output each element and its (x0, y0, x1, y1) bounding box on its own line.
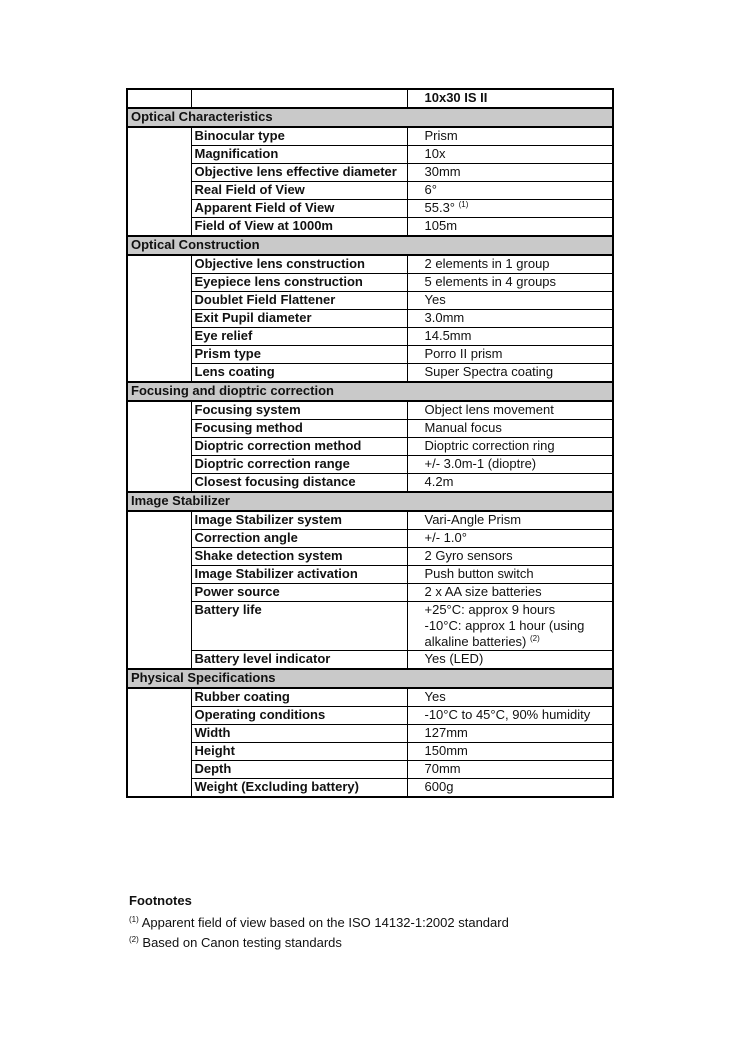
spec-value-text: 2 Gyro sensors (424, 548, 513, 563)
indent-cell (127, 310, 191, 328)
spec-value (407, 602, 613, 651)
table-row (127, 548, 613, 566)
spec-value (407, 292, 613, 310)
indent-cell (127, 530, 191, 548)
spec-value (407, 743, 613, 761)
table-row (127, 310, 613, 328)
spec-value (407, 274, 613, 292)
indent-cell (127, 566, 191, 584)
spec-value (407, 456, 613, 474)
spec-value (407, 761, 613, 779)
indent-cell (127, 346, 191, 364)
spec-value (407, 255, 613, 274)
table-row (127, 725, 613, 743)
indent-cell (127, 651, 191, 670)
indent-cell (127, 401, 191, 420)
spec-value-text: 150mm (424, 743, 468, 758)
footnotes-title: Footnotes (129, 893, 192, 908)
spec-label: Objective lens construction (191, 255, 407, 274)
indent-cell (127, 328, 191, 346)
table-row (127, 200, 613, 218)
spec-value (407, 127, 613, 146)
table-row (127, 346, 613, 364)
table-row (127, 146, 613, 164)
indent-cell (127, 255, 191, 274)
section-header-row (127, 382, 613, 401)
header-blank-cell (191, 89, 407, 108)
spec-value-text: 55.3° (424, 200, 456, 215)
table-row (127, 779, 613, 798)
table-row (127, 255, 613, 274)
indent-cell (127, 456, 191, 474)
spec-value-text: +25°C: approx 9 hours -10°C: approx 1 hour (using alkaline batteries) (424, 602, 585, 649)
footnote-1 (129, 915, 629, 930)
spec-value-text: Dioptric correction ring (424, 438, 555, 453)
table-row (127, 511, 613, 530)
section-header-row (127, 236, 613, 255)
table-row (127, 164, 613, 182)
indent-cell (127, 511, 191, 530)
table-row (127, 688, 613, 707)
spec-label: Exit Pupil diameter (191, 310, 407, 328)
indent-cell (127, 707, 191, 725)
footnote-mark: (2) (129, 935, 139, 944)
spec-value-text: Vari-Angle Prism (424, 512, 522, 527)
indent-cell (127, 779, 191, 798)
spec-value (407, 584, 613, 602)
spec-value (407, 146, 613, 164)
footnote-text: Based on Canon testing standards (142, 935, 342, 950)
footnotes (129, 893, 629, 955)
spec-value-text: 2 x AA size batteries (424, 584, 542, 599)
section-title: Optical Construction (127, 236, 613, 255)
table-row (127, 274, 613, 292)
indent-cell (127, 127, 191, 146)
spec-table (126, 88, 614, 798)
spec-label: Battery level indicator (191, 651, 407, 670)
section-title: Focusing and dioptric correction (127, 382, 613, 401)
indent-cell (127, 602, 191, 651)
spec-value-text: Push button switch (424, 566, 534, 581)
spec-label: Dioptric correction method (191, 438, 407, 456)
indent-cell (127, 292, 191, 310)
spec-value (407, 401, 613, 420)
spec-label: Image Stabilizer activation (191, 566, 407, 584)
spec-label: Eye relief (191, 328, 407, 346)
spec-value (407, 364, 613, 383)
spec-value (407, 438, 613, 456)
spec-value-text: 3.0mm (424, 310, 465, 325)
table-header-row (127, 89, 613, 108)
spec-value (407, 688, 613, 707)
spec-label: Correction angle (191, 530, 407, 548)
footnote-mark: (2) (530, 634, 540, 643)
spec-value-text: +/- 1.0° (424, 530, 467, 545)
spec-label: Objective lens effective diameter (191, 164, 407, 182)
table-row (127, 364, 613, 383)
section-title: Optical Characteristics (127, 108, 613, 127)
table-row (127, 401, 613, 420)
indent-cell (127, 218, 191, 237)
spec-value (407, 346, 613, 364)
spec-label: Apparent Field of View (191, 200, 407, 218)
indent-cell (127, 743, 191, 761)
section-header-row (127, 669, 613, 688)
spec-label: Lens coating (191, 364, 407, 383)
spec-value-text: 5 elements in 4 groups (424, 274, 557, 289)
spec-label: Real Field of View (191, 182, 407, 200)
spec-value-text: 2 elements in 1 group (424, 256, 550, 271)
table-row (127, 127, 613, 146)
spec-label: Depth (191, 761, 407, 779)
spec-value (407, 707, 613, 725)
table-row (127, 530, 613, 548)
table-row (127, 218, 613, 237)
table-row (127, 182, 613, 200)
spec-label: Magnification (191, 146, 407, 164)
spec-value (407, 420, 613, 438)
section-header-row (127, 492, 613, 511)
spec-label: Prism type (191, 346, 407, 364)
spec-value (407, 566, 613, 584)
spec-value-text: Porro II prism (424, 346, 503, 361)
indent-cell (127, 182, 191, 200)
table-row (127, 707, 613, 725)
spec-value (407, 310, 613, 328)
spec-value-text: 14.5mm (424, 328, 472, 343)
section-header-row (127, 108, 613, 127)
spec-value-text: Manual focus (424, 420, 502, 435)
spec-value (407, 474, 613, 493)
indent-cell (127, 420, 191, 438)
spec-value-text: -10°C to 45°C, 90% humidity (424, 707, 591, 722)
spec-value-text: Super Spectra coating (424, 364, 554, 379)
table-row (127, 438, 613, 456)
spec-value-text: Yes (424, 689, 446, 704)
spec-label: Battery life (191, 602, 407, 651)
spec-label: Width (191, 725, 407, 743)
spec-label: Shake detection system (191, 548, 407, 566)
indent-cell (127, 200, 191, 218)
indent-cell (127, 164, 191, 182)
indent-cell (127, 438, 191, 456)
spec-value (407, 651, 613, 670)
spec-label: Image Stabilizer system (191, 511, 407, 530)
spec-value-text: 600g (424, 779, 454, 794)
model-header: 10x30 IS II (407, 89, 613, 108)
table-row (127, 761, 613, 779)
spec-label: Focusing method (191, 420, 407, 438)
spec-label: Closest focusing distance (191, 474, 407, 493)
spec-value (407, 779, 613, 798)
indent-cell (127, 274, 191, 292)
table-row (127, 328, 613, 346)
table-row (127, 602, 613, 651)
spec-label: Field of View at 1000m (191, 218, 407, 237)
spec-value-text: Yes (LED) (424, 651, 484, 666)
footnote-mark: (1) (129, 915, 139, 924)
indent-cell (127, 548, 191, 566)
spec-value (407, 200, 613, 218)
spec-value (407, 548, 613, 566)
indent-cell (127, 364, 191, 383)
indent-cell (127, 584, 191, 602)
indent-cell (127, 725, 191, 743)
spec-value (407, 530, 613, 548)
spec-value-text: Yes (424, 292, 446, 307)
spec-label: Height (191, 743, 407, 761)
table-row (127, 651, 613, 670)
spec-value-text: Object lens movement (424, 402, 554, 417)
spec-value (407, 511, 613, 530)
table-row (127, 420, 613, 438)
spec-label: Dioptric correction range (191, 456, 407, 474)
footnote-text: Apparent field of view based on the ISO 14132-1:2002 standard (141, 915, 509, 930)
spec-value-text: +/- 3.0m-1 (dioptre) (424, 456, 537, 471)
spec-value (407, 725, 613, 743)
table-row (127, 474, 613, 493)
spec-value-text: 70mm (424, 761, 461, 776)
spec-label: Operating conditions (191, 707, 407, 725)
table-row (127, 456, 613, 474)
spec-value (407, 328, 613, 346)
indent-cell (127, 688, 191, 707)
spec-value (407, 218, 613, 237)
spec-label: Power source (191, 584, 407, 602)
spec-value (407, 164, 613, 182)
spec-value (407, 182, 613, 200)
spec-label: Rubber coating (191, 688, 407, 707)
spec-value-text: 6° (424, 182, 437, 197)
spec-label: Doublet Field Flattener (191, 292, 407, 310)
indent-cell (127, 146, 191, 164)
spec-label: Eyepiece lens construction (191, 274, 407, 292)
table-row (127, 584, 613, 602)
spec-value-text: 4.2m (424, 474, 454, 489)
spec-value-text: 127mm (424, 725, 468, 740)
spec-value-text: 30mm (424, 164, 461, 179)
table-row (127, 743, 613, 761)
table-row (127, 566, 613, 584)
spec-label: Binocular type (191, 127, 407, 146)
spec-value-text: Prism (424, 128, 458, 143)
spec-label: Focusing system (191, 401, 407, 420)
indent-cell (127, 474, 191, 493)
spec-value-text: 10x (424, 146, 446, 161)
footnote-mark: (1) (458, 200, 469, 209)
section-title: Image Stabilizer (127, 492, 613, 511)
table-row (127, 292, 613, 310)
spec-value-text: 105m (424, 218, 458, 233)
spec-label: Weight (Excluding battery) (191, 779, 407, 798)
header-blank-cell (127, 89, 191, 108)
indent-cell (127, 761, 191, 779)
section-title: Physical Specifications (127, 669, 613, 688)
footnote-2 (129, 935, 629, 950)
